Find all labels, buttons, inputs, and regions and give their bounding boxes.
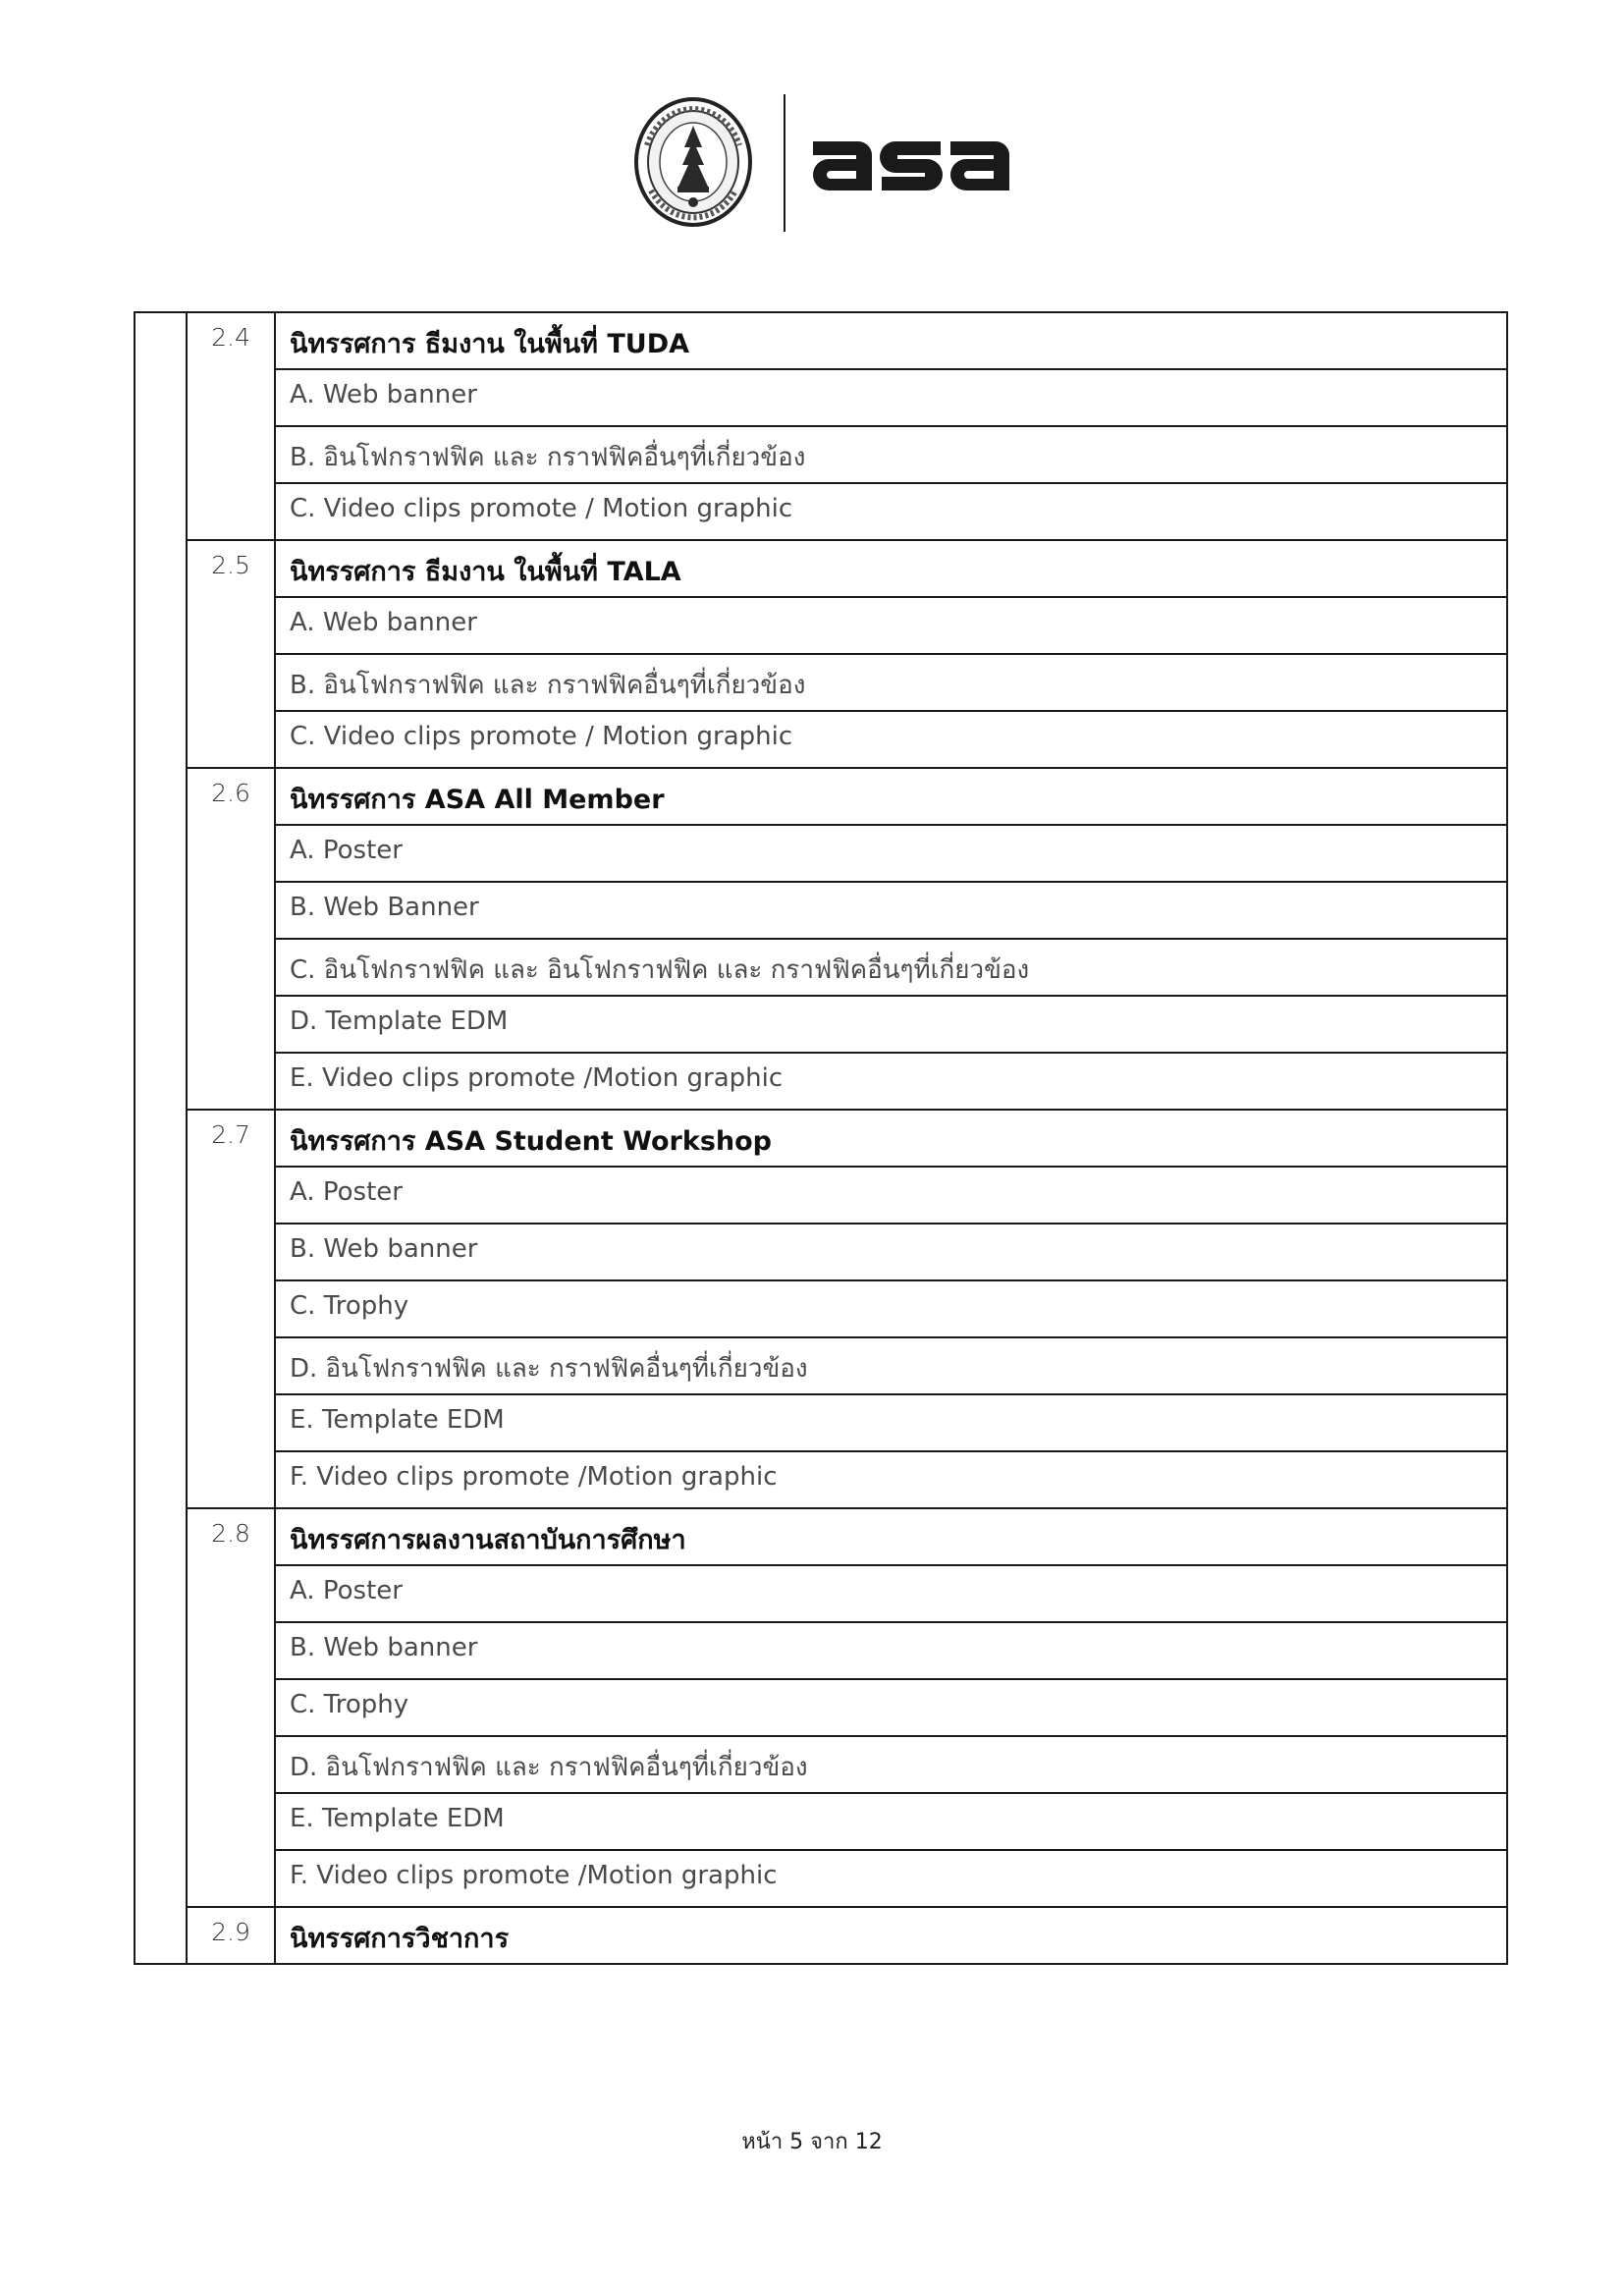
deliverable-item: D. อินโฟกราฟฟิค และ กราฟฟิคอื่นๆที่เกี่ยวข้อง	[275, 1736, 1507, 1793]
section-title-row	[135, 312, 1507, 369]
deliverable-item: B. Web banner	[275, 1622, 1507, 1679]
deliverable-item: A. Web banner	[275, 597, 1507, 654]
section-number: 2.7	[187, 1110, 275, 1508]
deliverable-item: F. Video clips promote /Motion graphic	[275, 1451, 1507, 1508]
deliverable-item: A. Web banner	[275, 369, 1507, 426]
table-body	[135, 312, 1507, 1964]
deliverable-item: F. Video clips promote /Motion graphic	[275, 1850, 1507, 1907]
deliverable-row	[135, 1679, 1507, 1736]
section-number: 2.9	[187, 1907, 275, 1964]
deliverable-row	[135, 825, 1507, 882]
section-number: 2.8	[187, 1508, 275, 1907]
section-title: นิทรรศการผลงานสถาบันการศึกษา	[275, 1508, 1507, 1565]
deliverable-item: E. Template EDM	[275, 1394, 1507, 1451]
deliverable-item: B. Web Banner	[275, 882, 1507, 939]
asa-logo-icon	[807, 130, 1013, 194]
section-title: นิทรรศการ ASA All Member	[275, 768, 1507, 825]
deliverable-row	[135, 426, 1507, 483]
section-title-row	[135, 540, 1507, 597]
scope-of-work-table	[134, 311, 1508, 1965]
deliverable-row	[135, 1793, 1507, 1850]
deliverable-row	[135, 939, 1507, 996]
deliverable-item: D. อินโฟกราฟฟิค และ กราฟฟิคอื่นๆที่เกี่ยวข้อง	[275, 1337, 1507, 1394]
section-number: 2.6	[187, 768, 275, 1110]
deliverable-item: E. Video clips promote /Motion graphic	[275, 1053, 1507, 1110]
deliverable-item: A. Poster	[275, 825, 1507, 882]
deliverable-item: B. อินโฟกราฟฟิค และ กราฟฟิคอื่นๆที่เกี่ยวข้อง	[275, 426, 1507, 483]
deliverable-item: C. Trophy	[275, 1280, 1507, 1337]
deliverable-item: B. Web banner	[275, 1224, 1507, 1280]
deliverable-row	[135, 882, 1507, 939]
deliverable-row	[135, 1053, 1507, 1110]
deliverable-item: C. Video clips promote / Motion graphic	[275, 483, 1507, 540]
deliverable-item: A. Poster	[275, 1565, 1507, 1622]
association-seal-icon	[633, 96, 753, 228]
deliverable-row	[135, 1280, 1507, 1337]
deliverable-item: C. Video clips promote / Motion graphic	[275, 711, 1507, 768]
page-header	[0, 94, 1624, 242]
section-title-row	[135, 768, 1507, 825]
deliverable-row	[135, 996, 1507, 1053]
deliverable-row	[135, 711, 1507, 768]
section-title-row	[135, 1907, 1507, 1964]
deliverable-row	[135, 483, 1507, 540]
section-number: 2.4	[187, 312, 275, 540]
section-title: นิทรรศการวิชาการ	[275, 1907, 1507, 1964]
deliverable-item: D. Template EDM	[275, 996, 1507, 1053]
section-title: นิทรรศการ ธีมงาน ในพื้นที่ TALA	[275, 540, 1507, 597]
deliverable-row	[135, 597, 1507, 654]
section-number: 2.5	[187, 540, 275, 768]
deliverable-item: C. Trophy	[275, 1679, 1507, 1736]
deliverable-item: E. Template EDM	[275, 1793, 1507, 1850]
deliverable-row	[135, 1337, 1507, 1394]
deliverable-row	[135, 1394, 1507, 1451]
deliverable-row	[135, 1565, 1507, 1622]
deliverable-item: C. อินโฟกราฟฟิค และ อินโฟกราฟฟิค และ กราฟฟิคอื่นๆที่เกี่ยวข้อง	[275, 939, 1507, 996]
left-margin-cell	[135, 312, 187, 1964]
section-title: นิทรรศการ ASA Student Workshop	[275, 1110, 1507, 1167]
deliverable-row	[135, 1167, 1507, 1224]
deliverable-row	[135, 654, 1507, 711]
deliverable-row	[135, 1736, 1507, 1793]
deliverable-row	[135, 1622, 1507, 1679]
deliverable-row	[135, 1224, 1507, 1280]
header-divider	[784, 94, 785, 232]
section-title-row	[135, 1110, 1507, 1167]
deliverable-row	[135, 1850, 1507, 1907]
page-number: หน้า 5 จาก 12	[741, 2130, 883, 2154]
deliverable-item: A. Poster	[275, 1167, 1507, 1224]
deliverable-row	[135, 1451, 1507, 1508]
deliverable-row	[135, 369, 1507, 426]
section-title-row	[135, 1508, 1507, 1565]
section-title: นิทรรศการ ธีมงาน ในพื้นที่ TUDA	[275, 312, 1507, 369]
deliverable-item: B. อินโฟกราฟฟิค และ กราฟฟิคอื่นๆที่เกี่ยวข้อง	[275, 654, 1507, 711]
